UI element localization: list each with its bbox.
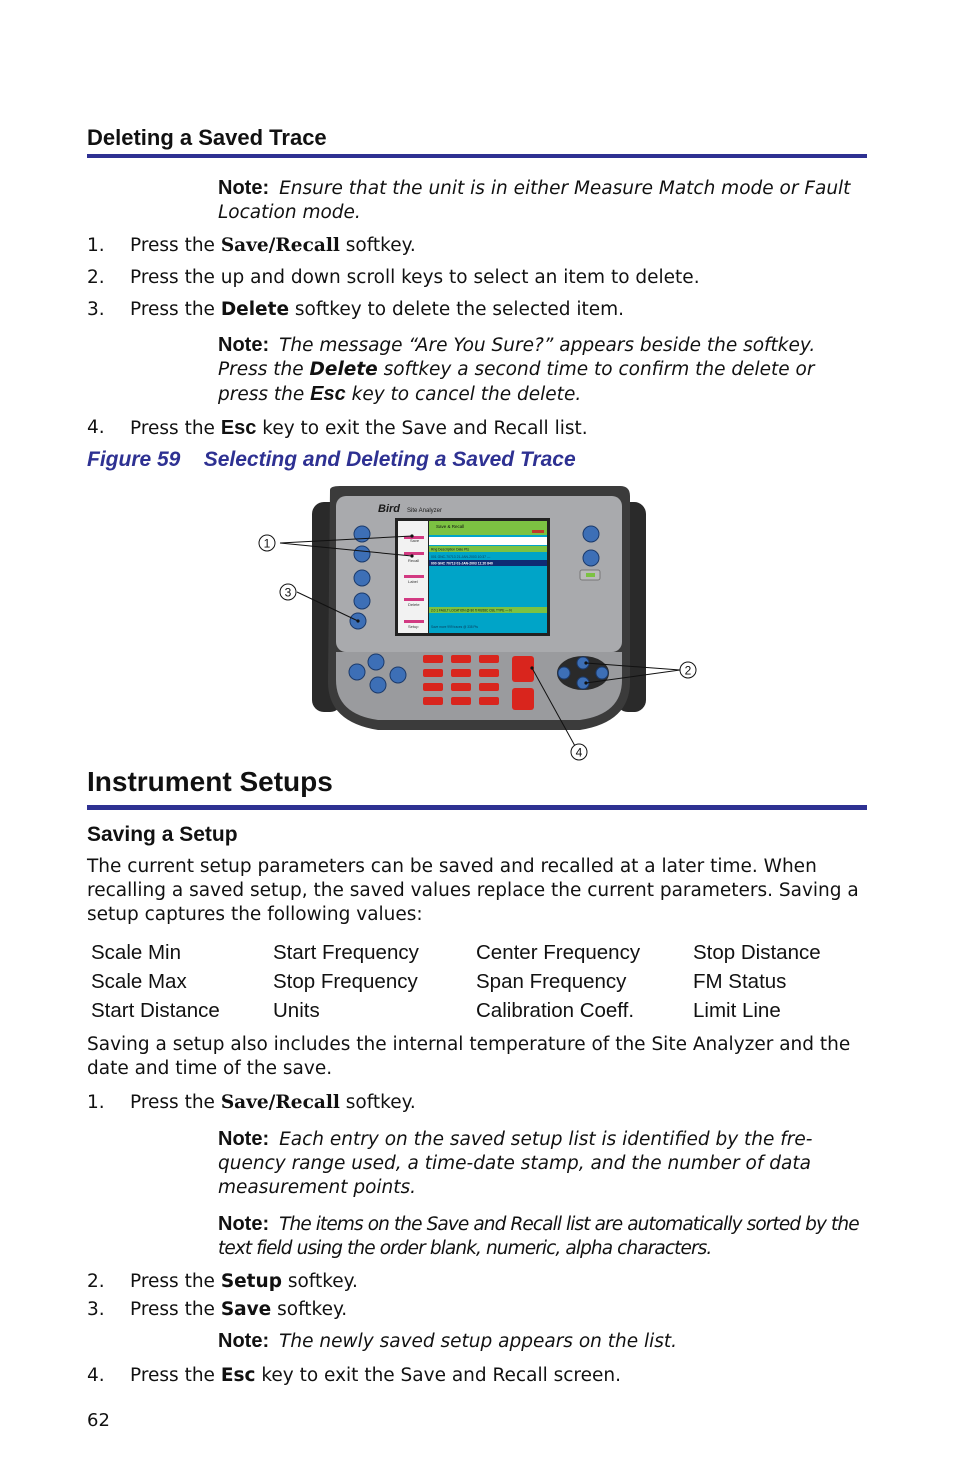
- key-delete: Delete: [309, 359, 378, 380]
- step-number: 4.: [87, 417, 105, 438]
- callout-1-label: 1: [263, 536, 271, 551]
- lcd-footer: Save more 999 traces @ 338 Pts: [431, 625, 478, 629]
- brand-logo: Bird: [378, 503, 400, 515]
- contrast-button: [583, 550, 599, 566]
- lcd-status: 2.0 1 FAULT LOCATION @ 80 ft RG58C CBL TYPE — N: [431, 608, 512, 613]
- enter-key: [512, 688, 534, 710]
- table-cell: Calibration Coeff.: [476, 999, 635, 1022]
- esc-key: [512, 656, 534, 682]
- table-cell: Start Frequency: [273, 941, 419, 964]
- softkey-label-delete: Delete: [408, 602, 420, 607]
- step-number: 1.: [87, 1092, 105, 1113]
- note-label: Note:: [218, 334, 270, 356]
- softkey-label-save: Save: [410, 538, 420, 543]
- section-heading-instrument-setups: Instrument Setups: [87, 766, 333, 797]
- key-save-recall: Save/Recall: [220, 1092, 340, 1113]
- paragraph-temperature: Saving a setup also includes the internal temperature of the Site Analyzer and the date and time of the save.: [87, 1034, 851, 1079]
- step-number: 3.: [87, 299, 105, 320]
- section-heading-deleting-trace: Deleting a Saved Trace: [87, 125, 327, 150]
- callout-4-label: 4: [575, 745, 583, 760]
- softkey-button-2: [354, 546, 370, 562]
- key-delete: Delete: [220, 299, 289, 320]
- note-label: Note:: [218, 1128, 270, 1150]
- right-arrow-key: [596, 667, 608, 679]
- lcd-title: Save & Recall: [436, 524, 465, 529]
- table-cell: Span Frequency: [476, 970, 627, 993]
- softkey-label-recall: Recall: [408, 558, 420, 563]
- table-cell: Limit Line: [693, 999, 781, 1022]
- heading-rule: [87, 154, 867, 158]
- table-cell: Stop Frequency: [273, 970, 418, 993]
- model-name: Site Analyzer: [407, 508, 443, 514]
- step-number: 1.: [87, 235, 105, 256]
- softkey-button-4: [354, 593, 370, 609]
- step-esc: Press the Esc key to exit the Save and Recall list.: [130, 417, 588, 439]
- callout-2-label: 2: [684, 663, 692, 678]
- lcd-list-header: Rng Description Date Pts: [431, 547, 470, 552]
- key-esc: Esc: [220, 417, 257, 439]
- step-save-recall: Press the Save/Recall softkey.: [130, 1092, 416, 1113]
- lcd-list-row-selected: 000 GNC 70713 01-JAN-2003 11:20 840: [431, 561, 493, 566]
- callout-3-label: 3: [284, 585, 292, 600]
- site-analyzer-figure: [250, 482, 710, 762]
- key-setup: Setup: [220, 1271, 282, 1292]
- note-label: Note:: [218, 1213, 270, 1235]
- page-number: 62: [87, 1410, 110, 1431]
- left-arrow-key: [558, 667, 570, 679]
- softkey-label-setup: Setup: [408, 624, 419, 629]
- key-save: Save: [220, 1299, 272, 1320]
- note-newly-saved: Note: The newly saved setup appears on the list.: [218, 1330, 678, 1352]
- key-esc: Esc: [310, 383, 346, 405]
- table-cell: FM Status: [693, 970, 787, 993]
- key-esc: Esc: [220, 1365, 256, 1386]
- subheading-saving-setup: Saving a Setup: [87, 823, 238, 846]
- softkey-button-3: [354, 570, 370, 586]
- step-number: 2.: [87, 267, 105, 288]
- table-cell: Start Distance: [91, 999, 220, 1022]
- note-measure-mode: [218, 176, 863, 225]
- step-delete: Press the Delete softkey to delete the selected item.: [130, 299, 625, 320]
- note-label: Note:: [218, 177, 270, 199]
- step-esc: Press the Esc key to exit the Save and Recall screen.: [130, 1365, 621, 1386]
- note-label: Note:: [218, 1330, 270, 1352]
- note-setup-list-entry: Note: Each entry on the saved setup list is identified by the fre-quency range used, a time-date stamp, and the number of data measurement points.: [218, 1128, 813, 1198]
- table-cell: Units: [273, 999, 320, 1022]
- softkey-button-1: [354, 526, 370, 542]
- step-number: 2.: [87, 1271, 105, 1292]
- note-text: Ensure that the unit is in either Measure Match mode or Fault Location mode.: [218, 178, 851, 223]
- intro-paragraph: The current setup parameters can be saved and recalled at a later time. When recalling a saved setup, the saved values replace the current parameters. Saving a setup captures the following values:: [87, 856, 859, 925]
- table-cell: Stop Distance: [693, 941, 821, 964]
- step-setup: Press the Setup softkey.: [130, 1271, 358, 1292]
- step-number: 4.: [87, 1365, 105, 1386]
- softkey-label-label: Label: [408, 579, 418, 584]
- table-cell: Scale Max: [91, 970, 187, 993]
- lcd-list-row: 001 GNC-70713 21-JAN-2003 10:37 ---: [431, 555, 491, 559]
- up-down-button: [583, 526, 599, 542]
- step-save: Press the Save softkey.: [130, 1299, 348, 1320]
- table-cell: Center Frequency: [476, 941, 641, 964]
- heading-rule: [87, 805, 867, 810]
- step-save-recall: Press the Save/Recall softkey.: [130, 235, 416, 256]
- table-cell: Scale Min: [91, 941, 182, 964]
- step-number: 3.: [87, 1299, 105, 1320]
- step-scroll-keys: Press the up and down scroll keys to select an item to delete.: [130, 267, 700, 288]
- note-are-you-sure: Note: The message “Are You Sure?” appears beside the softkey. Press the Delete softkey a second time to confirm the delete or press the Esc key to cancel the delete.: [218, 334, 816, 405]
- key-save-recall: Save/Recall: [220, 235, 340, 256]
- figure-caption: Figure 59 Selecting and Deleting a Saved Trace: [87, 448, 576, 471]
- note-sort-order: Note: The items on the Save and Recall list are automatically sorted by the text field using the order blank, numeric, alpha characters.: [218, 1213, 859, 1259]
